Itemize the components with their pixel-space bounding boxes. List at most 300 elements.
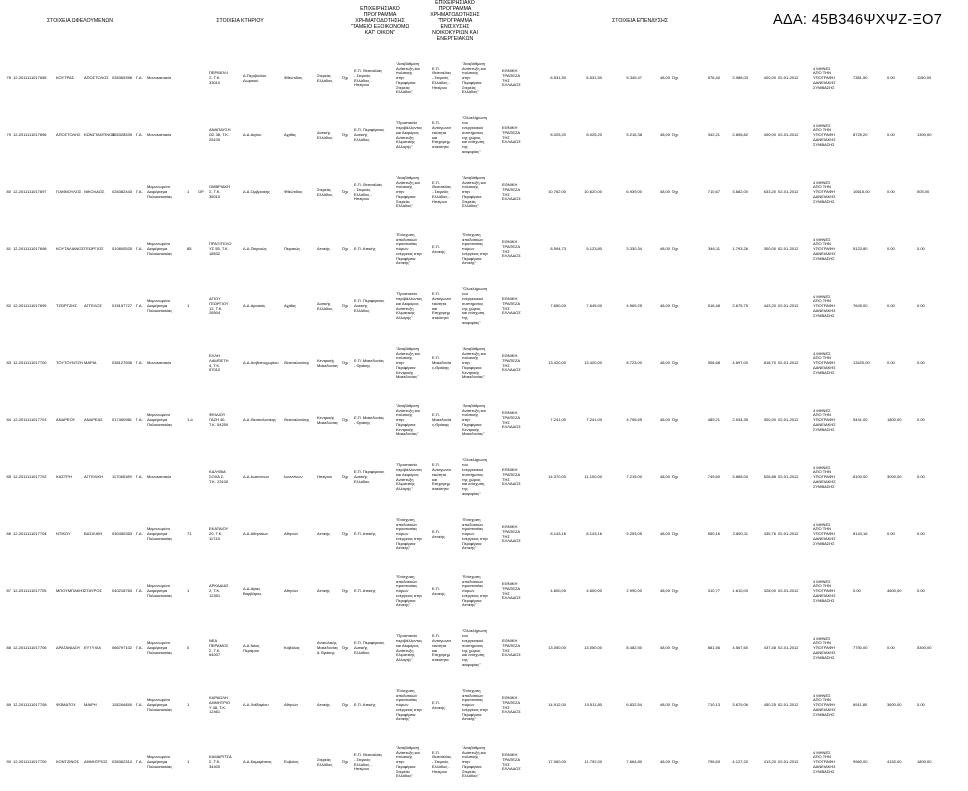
- table-cell: Ε.Π. Αττικής: [354, 588, 376, 594]
- table-cell: ΕΘΝΙΚΗ ΤΡΑΠΕΖΑ ΤΗΣ ΕΛΛΑΔΟΣ: [502, 466, 521, 487]
- table-cell: ΔΡΑΓΑΝΙΔΟΥ: [56, 645, 81, 651]
- table-cell: "Ενίσχυση αποδοτικών προστασίας πόρων ενέργειας στην Περιφέρεια Αττικής": [396, 516, 423, 551]
- table-cell: Γ.Α.: [136, 417, 143, 423]
- table-cell: Όχι: [672, 702, 679, 708]
- table-cell: "Ενίσχυση αποδοτικών προστασίας πόρων ενέργειας στην Περιφέρεια Αττικής": [462, 687, 489, 722]
- table-cell: "Ενίσχυση αποδοτικών προστασίας πόρων ενέργειας στην Περιφέρεια Αττικής": [462, 573, 489, 608]
- table-cell: 12-2011111017705: [13, 588, 47, 594]
- table-cell: 02-01-2012: [778, 759, 799, 765]
- table-cell: 0.00: [887, 303, 895, 309]
- table-row: [5, 221, 968, 278]
- table-cell: Όχι: [672, 531, 679, 537]
- table-cell: 4 ΜΗΝΕΣ ΑΠΟ ΤΗΝ ΥΠΟΓΡΑΦΗ ΔΑΝΕΙΑΚΗΣ ΣΥΜΒΑΣΗΣ: [813, 464, 836, 489]
- table-cell: 7750,00: [853, 645, 868, 651]
- table-cell: 90: [6, 759, 11, 765]
- table-cell: ΕΘΝΙΚΗ ΤΡΑΠΕΖΑ ΤΗΣ ΕΛΛΑΔΟΣ: [502, 238, 521, 259]
- table-cell: ΚΟΝΤΖΙΝΟΣ: [56, 759, 80, 765]
- table-cell: 4 ΜΗΝΕΣ ΑΠΟ ΤΗΝ ΥΠΟΓΡΑΦΗ ΔΑΝΕΙΑΚΗΣ ΣΥΜΒΑΣΗΣ: [813, 179, 836, 204]
- table-cell: 010800525: [112, 246, 133, 252]
- table-cell: [197, 392, 208, 449]
- table-cell: Δ.Δ.Ασβεστοχωρίου: [243, 360, 279, 366]
- table-cell: Φθιώτιδας: [284, 75, 303, 81]
- table-cell: 4.697,00: [732, 360, 748, 366]
- table-cell: 1300,00: [917, 132, 932, 138]
- table-cell: 5.216,38: [626, 132, 642, 138]
- table-cell: 4 ΜΗΝΕΣ ΑΠΟ ΤΗΝ ΥΠΟΓΡΑΦΗ ΔΑΝΕΙΑΚΗΣ ΣΥΜΒΑΣΗΣ: [813, 350, 836, 375]
- table-cell: Αττικής: [317, 531, 330, 537]
- table-cell: Γ.Α.: [136, 246, 143, 252]
- table-cell: 1: [187, 588, 190, 594]
- table-cell: 8.594,73: [550, 246, 566, 252]
- table-cell: 13420,00: [853, 360, 870, 366]
- table-cell: Όχι: [672, 75, 679, 81]
- table-cell: Όχι: [672, 246, 679, 252]
- table-cell: Όχι: [342, 189, 349, 195]
- table-cell: Όχι: [342, 702, 349, 708]
- table-cell: Γ.Α.: [136, 189, 143, 195]
- table-cell: Όχι: [672, 588, 679, 594]
- table-cell: Ε.Π. Θεσσαλίας - Στερεάς Ελλάδας - Ηπείρου: [354, 67, 383, 88]
- table-cell: 017460981: [112, 417, 133, 423]
- table-cell: 0.00: [887, 645, 895, 651]
- table-cell: Γ.Α.: [136, 132, 143, 138]
- table-cell: Ε.Π. Αττικής: [354, 702, 376, 708]
- table-cell: 0.00: [917, 531, 925, 537]
- table-cell: 02-01-2012: [778, 702, 799, 708]
- table-cell: [197, 620, 208, 677]
- table-cell: ΝΕΑ ΠΕΡΑΜΟΣ Σ, Τ.Κ. 64007: [209, 637, 229, 658]
- table-cell: 550,16: [707, 531, 720, 537]
- table-cell: Όχι: [342, 759, 349, 765]
- table-cell: 7381,50: [853, 75, 868, 81]
- table-cell: "Ενίσχυση αποδοτικών προστασίας πόρων ενέργειας στην Περιφέρεια Αττικής": [462, 231, 489, 266]
- table-cell: Ε.Π. Μακεδονία ς-Θράκης: [432, 412, 452, 427]
- table-cell: Γ.Α.: [136, 645, 143, 651]
- table-cell: Ε.Π. Ανταγωνισ τικότητα και Επιχειρημ ατικότητα: [432, 633, 451, 663]
- table-cell: Δ.Δ.Πειραιώς: [243, 246, 267, 252]
- table-cell: 48,00: [659, 75, 670, 81]
- table-cell: 02-01-2012: [778, 417, 799, 423]
- table-cell: [197, 221, 208, 278]
- table-cell: Ευβοίας: [284, 759, 299, 765]
- table-cell: [186, 449, 197, 506]
- table-cell: [197, 563, 208, 620]
- table-cell: 2.534,35: [732, 417, 748, 423]
- table-cell: Ε.Π. Αττικής: [354, 531, 376, 537]
- table-cell: 12-2011111017702: [13, 474, 47, 480]
- table-cell: [186, 50, 197, 107]
- table-row: [5, 677, 968, 734]
- table-cell: 3000,00: [887, 474, 902, 480]
- table-row: [5, 107, 968, 164]
- table-row: [5, 335, 968, 392]
- table-cell: 1: [187, 759, 190, 765]
- table-cell: 633,20: [763, 189, 776, 195]
- table-cell: ΑΠΟΣΤΟΛΗΣ: [56, 132, 81, 138]
- table-cell: Ανατολικής Μακεδονίας & Θράκης: [317, 640, 339, 655]
- table-cell: 12-2011111017698: [13, 246, 47, 252]
- table-cell: Ε.Π. Μακεδονίας - Θράκης: [354, 357, 384, 368]
- table-cell: ΕΘΝΙΚΗ ΤΡΑΠΕΖΑ ΤΗΣ ΕΛΛΑΔΟΣ: [502, 694, 521, 715]
- table-cell: 78: [6, 75, 11, 81]
- table-cell: 4.127,20: [732, 759, 748, 765]
- table-cell: 1800,00: [917, 759, 932, 765]
- table-cell: 86: [6, 531, 11, 537]
- table-cell: 0.00: [887, 75, 895, 81]
- table-cell: 400,00: [763, 75, 776, 81]
- table-cell: 115284458: [112, 702, 132, 708]
- table-cell: 435,76: [763, 531, 776, 537]
- table-cell: ΑΝΔΡΕΟΥ: [56, 417, 76, 423]
- table-cell: 12-2011111017699: [13, 303, 47, 309]
- table-cell: Ιωαννίνων: [284, 474, 303, 480]
- table-cell: 84: [6, 417, 11, 423]
- table-cell: 0.00: [887, 360, 895, 366]
- table-cell: Όχι: [342, 531, 349, 537]
- table-cell: 02-01-2012: [778, 303, 799, 309]
- table-cell: 2.806,82: [732, 132, 748, 138]
- table-cell: 12-2011111017706: [13, 645, 47, 651]
- table-cell: 48,00: [659, 417, 670, 423]
- table-cell: 6.531,50: [550, 75, 566, 81]
- table-cell: Μεμονωμένο Διαμέρισμα Πολυκατοικίας: [147, 184, 173, 199]
- table-cell: Αττικής: [317, 588, 330, 594]
- table-cell: 48,00: [659, 474, 670, 480]
- table-cell: ΤΖΩΡΤΖΗΣ: [56, 303, 77, 309]
- table-cell: ΑΝΑΠΑΥΣΗ ΩΣ 38, Τ.Κ. 25100: [209, 127, 231, 142]
- table-cell: Ε.Π. Περιφέρειας Δυτικής Ελλάδας: [354, 640, 385, 655]
- beneficiary-section-title: ΣΤΟΙΧΕΙΑ ΩΦΕΛΟΥΜΕΝΩΝ: [46, 18, 114, 24]
- table-cell: "Ενίσχυση αποδοτικών προστασίας πόρων ενέργειας στην Περιφέρεια Αττικής": [396, 573, 423, 608]
- table-row: [5, 449, 968, 506]
- table-cell: 881,56: [707, 645, 720, 651]
- table-cell: 4 ΜΗΝΕΣ ΑΠΟ ΤΗΝ ΥΠΟΓΡΑΦΗ ΔΑΝΕΙΑΚΗΣ ΣΥΜΒΑΣΗΣ: [813, 749, 836, 774]
- table-cell: 5441,00: [853, 417, 868, 423]
- table-cell: 1: [187, 303, 190, 309]
- table-cell: 749,60: [707, 474, 720, 480]
- table-cell: Μονοκατοικία: [147, 474, 171, 480]
- table-cell: 3.682,00: [732, 189, 748, 195]
- table-cell: [197, 278, 208, 335]
- table-cell: 7645,00: [853, 303, 868, 309]
- table-cell: "Αναβάθμιση Ανάπτυξη και πολιτικής στην Περιφέρεια Κεντρικής Μακεδονίας": [396, 402, 420, 437]
- table-cell: Δ.Δ.Αθηναίων: [243, 531, 269, 537]
- table-row: [5, 164, 968, 221]
- table-cell: [186, 335, 197, 392]
- table-cell: 4.567,50: [732, 645, 748, 651]
- table-cell: Γ.Α.: [136, 360, 143, 366]
- table-cell: Ε.Π. Αττικής: [354, 246, 376, 252]
- table-cell: "Αναβάθμιση Ανάπτυξη και πολιτικής στην Περιφέρεια Στερεάς Ελλάδας": [396, 174, 420, 209]
- table-cell: 5300,00: [917, 645, 932, 651]
- table-cell: [186, 107, 197, 164]
- table-cell: 88: [6, 645, 11, 651]
- table-cell: ΕΘΝΙΚΗ ΤΡΑΠΕΖΑ ΤΗΣ ΕΛΛΑΔΟΣ: [502, 637, 521, 658]
- table-cell: 81: [6, 246, 11, 252]
- building-section-title: ΣΤΟΙΧΕΙΑ ΚΤΗΡΙΟΥ: [216, 18, 264, 24]
- table-cell: "Προστασία περιβάλλοντος και Αειφόρος Ανάπτυξη Κλιματικής Αλλαγής": [396, 291, 423, 321]
- table-cell: 82: [6, 303, 11, 309]
- table-cell: Κεντρικής Μακεδονίας: [317, 357, 339, 368]
- table-cell: Όχι: [672, 759, 679, 765]
- table-cell: [197, 677, 208, 734]
- table-row: [5, 506, 968, 563]
- table-cell: 906,68: [707, 360, 720, 366]
- table-cell: 0.00: [917, 474, 925, 480]
- table-cell: 1150,00: [917, 75, 932, 81]
- table-cell: "Ολοκλήρωση του ενεργειακού συστήματος της χώρας και ενίσχυση της αειφορίας": [462, 286, 488, 325]
- table-cell: 02-01-2012: [778, 474, 799, 480]
- table-cell: Μεμονωμένο Διαμέρισμα Πολυκατοικίας: [147, 583, 173, 598]
- table-cell: 02-01-2012: [778, 588, 799, 594]
- table-cell: 02-01-2012: [778, 360, 799, 366]
- table-cell: 12-2011111017696: [13, 132, 47, 138]
- table-cell: ΕΘΝΙΚΗ ΤΡΑΠΕΖΑ ΤΗΣ ΕΛΛΑΔΟΣ: [502, 580, 521, 601]
- table-cell: 026382443: [112, 189, 133, 195]
- table-cell: Θεσσαλονίκης: [284, 360, 310, 366]
- table-cell: ΚΑΜΑΡΙΤΣΑ Σ, Τ.Κ. 34400: [209, 754, 232, 769]
- table-cell: ΟΡ.: [198, 189, 205, 195]
- table-cell: 8.143,16: [550, 531, 566, 537]
- table-cell: 80: [6, 189, 11, 195]
- table-cell: 10615,00: [853, 189, 870, 195]
- table-cell: ΑΝΔΡΕΑΣ: [84, 417, 103, 423]
- table-cell: 4.600,00: [550, 588, 566, 594]
- table-row: [5, 278, 968, 335]
- table-cell: 02-01-2012: [778, 189, 799, 195]
- table-cell: 4 ΜΗΝΕΣ ΑΠΟ ΤΗΝ ΥΠΟΓΡΑΦΗ ΔΑΝΕΙΑΚΗΣ ΣΥΜΒΑΣΗΣ: [813, 692, 836, 717]
- table-cell: 710,67: [707, 189, 720, 195]
- table-cell: ΠΡΑΞΙΤΕΛΟ ΥΣ 55, Τ.Κ. 18532: [209, 241, 232, 256]
- table-cell: Στερεάς Ελλάδας: [317, 186, 333, 197]
- table-cell: Κεντρικής Μακεδονίας: [317, 414, 339, 425]
- table-cell: ΜΠΟΥΜΠΑΚΗΣ: [56, 588, 85, 594]
- table-cell: 300,00: [763, 246, 776, 252]
- table-cell: 85: [187, 246, 192, 252]
- table-cell: 4.706,65: [626, 417, 642, 423]
- table-cell: 4 ΜΗΝΕΣ ΑΠΟ ΤΗΝ ΥΠΟΓΡΑΦΗ ΔΑΝΕΙΑΚΗΣ ΣΥΜΒΑΣΗΣ: [813, 236, 836, 261]
- table-cell: Δ.Δ.Αιγίου: [243, 132, 262, 138]
- table-cell: 11.100,00: [584, 474, 602, 480]
- table-cell: Πειραιώς: [284, 246, 301, 252]
- table-cell: "Αναβάθμιση Ανάπτυξη και πολιτικής στην Περιφέρεια Στερεάς Ελλάδας": [396, 744, 420, 779]
- table-cell: ΑΓΙΟΥ ΓΕΩΡΓΙΟΥ 12, Τ.Κ. 26504: [209, 295, 229, 316]
- table-cell: 83: [6, 360, 11, 366]
- table-cell: Γ.Α.: [136, 474, 143, 480]
- table-cell: Δυτικής Ελλάδας: [317, 129, 333, 140]
- table-cell: ΕΘΝΙΚΗ ΤΡΑΠΕΖΑ ΤΗΣ ΕΛΛΑΔΟΣ: [502, 751, 521, 772]
- table-cell: 450,25: [763, 702, 776, 708]
- table-cell: 8.482,50: [626, 645, 642, 651]
- table-cell: 346,11: [708, 246, 720, 252]
- table-cell: Ε.Π. Θεσσαλίας - Στερεάς Ελλάδας - Ηπείρου: [432, 749, 452, 774]
- table-cell: 526,88: [763, 474, 776, 480]
- table-cell: ΕΘΝΙΚΗ ΤΡΑΠΕΖΑ ΤΗΣ ΕΛΛΑΔΟΣ: [502, 352, 521, 373]
- table-cell: ΝΙΚΟΛΑΟΣ: [84, 189, 105, 195]
- table-cell: Ε.Π. Αττικής: [432, 585, 445, 596]
- table-cell: Μεμονωμένο Διαμέρισμα Πολυκατοικίας: [147, 241, 173, 256]
- table-cell: 4 ΜΗΝΕΣ ΑΠΟ ΤΗΝ ΥΠΟΓΡΑΦΗ ΔΑΝΕΙΑΚΗΣ ΣΥΜΒΑΣΗΣ: [813, 65, 836, 90]
- table-cell: Όχι: [342, 417, 349, 423]
- table-cell: 12-2011111017695: [13, 75, 47, 81]
- table-cell: 8.723,00: [626, 360, 642, 366]
- table-cell: "Ολοκλήρωση του ενεργειακού συστήματος της χώρας και ενίσχυση της αειφορίας": [462, 628, 488, 667]
- table-cell: Όχι: [672, 645, 679, 651]
- table-cell: Ε.Π. Αττικής: [432, 699, 445, 710]
- table-header: [0, 0, 960, 50]
- table-cell: 14.370,00: [548, 474, 566, 480]
- table-cell: 2.990,00: [626, 588, 642, 594]
- table-cell: 040218763: [112, 588, 133, 594]
- table-cell: 2.850,11: [732, 531, 748, 537]
- table-cell: 505,00: [917, 189, 930, 195]
- table-cell: 6911,80: [853, 702, 868, 708]
- table-cell: 0.00: [887, 189, 895, 195]
- table-row: [5, 392, 968, 449]
- table-cell: Θεσσαλονίκης: [284, 417, 310, 423]
- table-cell: 5.123,80: [586, 246, 602, 252]
- table-cell: 9960,00: [853, 759, 868, 765]
- table-cell: 3.885,00: [732, 474, 748, 480]
- table-cell: Όχι: [342, 360, 349, 366]
- table-cell: Όχι: [672, 189, 679, 195]
- table-cell: ΜΑΡΙΑ: [84, 360, 97, 366]
- table-cell: 036362314: [112, 759, 133, 765]
- table-cell: Μεμονωμένο Διαμέρισμα Πολυκατοικίας: [147, 754, 173, 769]
- table-cell: "Αναβάθμιση Ανάπτυξη και πολιτικής στην Περιφέρεια Στερεάς Ελλάδας": [396, 60, 420, 95]
- table-cell: ΓΙΑΝΝΟΥΛΟΣ: [56, 189, 82, 195]
- table-cell: Δ.Δ.Νέας Περάμου: [243, 642, 260, 653]
- table-cell: Ε.Π. Αττικής: [432, 243, 445, 254]
- table-cell: ΔΗΜΗΤΡΙΟΣ: [84, 759, 108, 765]
- table-cell: ΕΘΝΙΚΗ ΤΡΑΠΕΖΑ ΤΗΣ ΕΛΛΑΔΟΣ: [502, 67, 521, 88]
- table-cell: Μεμονωμένο Διαμέρισμα Πολυκατοικίας: [147, 526, 173, 541]
- table-cell: Μονοκατοικία: [147, 360, 171, 366]
- table-cell: 4 ΜΗΝΕΣ ΑΠΟ ΤΗΝ ΥΠΟΓΡΑΦΗ ΔΑΝΕΙΑΚΗΣ ΣΥΜΒΑΣΗΣ: [813, 578, 836, 603]
- table-cell: 12-2011111017704: [13, 531, 47, 537]
- table-cell: Αχαΐας: [284, 132, 297, 138]
- table-cell: Δ.Δ.Ιωαννίνων: [243, 474, 270, 480]
- table-cell: ΕΘΝΙΚΗ ΤΡΑΠΕΖΑ ΤΗΣ ΕΛΛΑΔΟΣ: [502, 295, 521, 316]
- table-cell: 328,00: [763, 588, 776, 594]
- table-cell: 48,00: [659, 702, 670, 708]
- table-cell: 342,21: [707, 132, 720, 138]
- table-cell: 4 ΜΗΝΕΣ ΑΠΟ ΤΗΝ ΥΠΟΓΡΑΦΗ ΔΑΝΕΙΑΚΗΣ ΣΥΜΒΑΣΗΣ: [813, 407, 836, 432]
- table-cell: 48,00: [659, 189, 670, 195]
- table-cell: ΑΡΚΑΔΙΑΣ 2, Τ.Κ. 12351: [209, 583, 229, 598]
- table-cell: Όχι: [342, 246, 349, 252]
- table-cell: [197, 734, 208, 791]
- table-cell: 7.241,00: [550, 417, 566, 423]
- table-cell: 2.986,03: [732, 75, 748, 81]
- table-cell: ΑΓΓΕΛΙΚΗ: [84, 474, 104, 480]
- table-cell: Δ.Περιβολίου Δωρικού: [243, 72, 267, 83]
- table-cell: "Αναβάθμιση Ανάπτυξη και πολιτικής στην Περιφέρεια Στερεάς Ελλάδας": [462, 60, 486, 95]
- table-cell: 443,20: [763, 303, 776, 309]
- table-cell: 0.00: [887, 531, 895, 537]
- table-cell: 516,48: [707, 303, 720, 309]
- ada-watermark: ΑΔΑ: 45Β346ΨΧΨΖ-ΞΟ7: [773, 12, 943, 28]
- table-cell: "Προστασία περιβάλλοντος και Αειφόρος Ανάπτυξη Κλιματικής Αλλαγής": [396, 633, 423, 663]
- table-cell: ΚΟΥΤΑΛΙΑΝΟΣ: [56, 246, 84, 252]
- table-cell: Όχι: [342, 588, 349, 594]
- table-cell: Ε.Π. Θεσσαλίας - Στερεάς Ελλάδας - Ηπείρου: [432, 65, 452, 90]
- table-cell: 12-2011111017708: [13, 702, 47, 708]
- table-cell: "Αναβάθμιση Ανάπτυξη και πολιτικής στην Περιφέρεια Κεντρικής Μακεδονίας": [396, 345, 420, 380]
- table-cell: ΕΚΑΤΑΙΟΥ 20, Τ.Κ. 11743: [209, 526, 229, 541]
- table-cell: Ε.Π. Θεσσαλίας - Στερεάς Ελλάδας - Ηπείρου: [354, 751, 383, 772]
- table-cell: Δ.Δ.Χαϊδαρίου: [243, 702, 269, 708]
- table-cell: Γ.Α.: [136, 702, 143, 708]
- table-cell: 400,00: [763, 132, 776, 138]
- table-cell: 0.00: [917, 702, 925, 708]
- table-cell: 48,00: [659, 531, 670, 537]
- table-cell: ΕΘΝΙΚΗ ΤΡΑΠΕΖΑ ΤΗΣ ΕΛΛΑΔΟΣ: [502, 181, 521, 202]
- table-cell: "Ενίσχυση αποδοτικών προστασίας πόρων ενέργειας στην Περιφέρεια Αττικής": [462, 516, 489, 551]
- table-row: [5, 734, 968, 791]
- table-cell: 2.675,75: [732, 303, 748, 309]
- table-row: [5, 620, 968, 677]
- table-cell: 036127506: [112, 360, 133, 366]
- table-cell: 02-01-2012: [778, 132, 799, 138]
- table-cell: Γ.Α.: [136, 759, 143, 765]
- table-cell: Στερεάς Ελλάδας: [317, 72, 333, 83]
- table-cell: 6.832,54: [626, 702, 642, 708]
- table-cell: Δ.Δ.Αγίας Βαρβάρας: [243, 585, 262, 596]
- table-cell: 4 ΜΗΝΕΣ ΑΠΟ ΤΗΝ ΥΠΟΓΡΑΦΗ ΔΑΝΕΙΑΚΗΣ ΣΥΜΒΑΣΗΣ: [813, 122, 836, 147]
- table-cell: Μεμονωμένο Διαμέρισμα Πολυκατοικίας: [147, 697, 173, 712]
- table-cell: 117065189: [112, 474, 132, 480]
- table-cell: 1800,00: [887, 417, 902, 423]
- table-cell: Ε.Π. Μακεδονία ς-Θράκης: [432, 355, 452, 370]
- table-cell: 12-2011111017709: [13, 759, 47, 765]
- table-cell: Αθηνών: [284, 531, 299, 537]
- table-cell: Ε.Π. Περιφέρειας Δυτικής Ελλάδας: [354, 127, 385, 142]
- table-cell: 71: [187, 531, 192, 537]
- table-cell: 02-01-2012: [778, 531, 799, 537]
- table-cell: Όχι: [672, 303, 679, 309]
- table-cell: "Ολοκλήρωση του ενεργειακού συστήματος της χώρας και ενίσχυση της αειφορίας": [462, 115, 488, 154]
- table-cell: 13.050,00: [548, 645, 566, 651]
- table-cell: 87: [6, 588, 11, 594]
- table-cell: 015157727: [112, 303, 133, 309]
- table-cell: Αθηνών: [284, 588, 299, 594]
- table-cell: Όχι: [342, 474, 349, 480]
- table-cell: ΦΩΜΑΤΟΥ: [56, 702, 76, 708]
- table-cell: "Προστασία περιβάλλοντος και Αειφόρος Ανάπτυξη Κλιματικής Αλλαγής": [396, 462, 423, 492]
- table-cell: Ε.Π. Περιφέρειας Δυτικής Ελλάδας: [354, 469, 385, 484]
- table-cell: 0: [187, 645, 190, 651]
- table-cell: 489,21: [707, 417, 720, 423]
- table-cell: Ε.Π. Θεσσαλίας - Στερεάς Ελλάδας - Ηπείρου: [432, 179, 452, 204]
- table-cell: Ε.Π. Ανταγωνισ τικότητα και Επιχειρημ ατικότητα: [432, 291, 451, 321]
- table-cell: Δυτικής Ελλάδας: [317, 300, 333, 311]
- table-cell: 066797102: [112, 645, 133, 651]
- table-cell: ΒΑΣΙΛΙΚΗ: [84, 531, 103, 537]
- table-cell: 035369398: [112, 75, 133, 81]
- table-cell: [197, 506, 208, 563]
- table-cell: 7.241,00: [586, 417, 602, 423]
- table-cell: [197, 107, 208, 164]
- table-cell: 4.600,00: [586, 588, 602, 594]
- table-cell: Αττικής: [317, 702, 330, 708]
- table-cell: 02-01-2012: [778, 75, 799, 81]
- table-cell: 818,70: [763, 360, 776, 366]
- table-cell: 3600,00: [887, 702, 902, 708]
- table-cell: "Αναβάθμιση Ανάπτυξη και πολιτικής στην Περιφέρεια Στερεάς Ελλάδας": [462, 744, 486, 779]
- table-cell: 12-2011111017700: [13, 360, 47, 366]
- table-cell: Δ.Δ.Θεσσαλονίκης: [243, 417, 276, 423]
